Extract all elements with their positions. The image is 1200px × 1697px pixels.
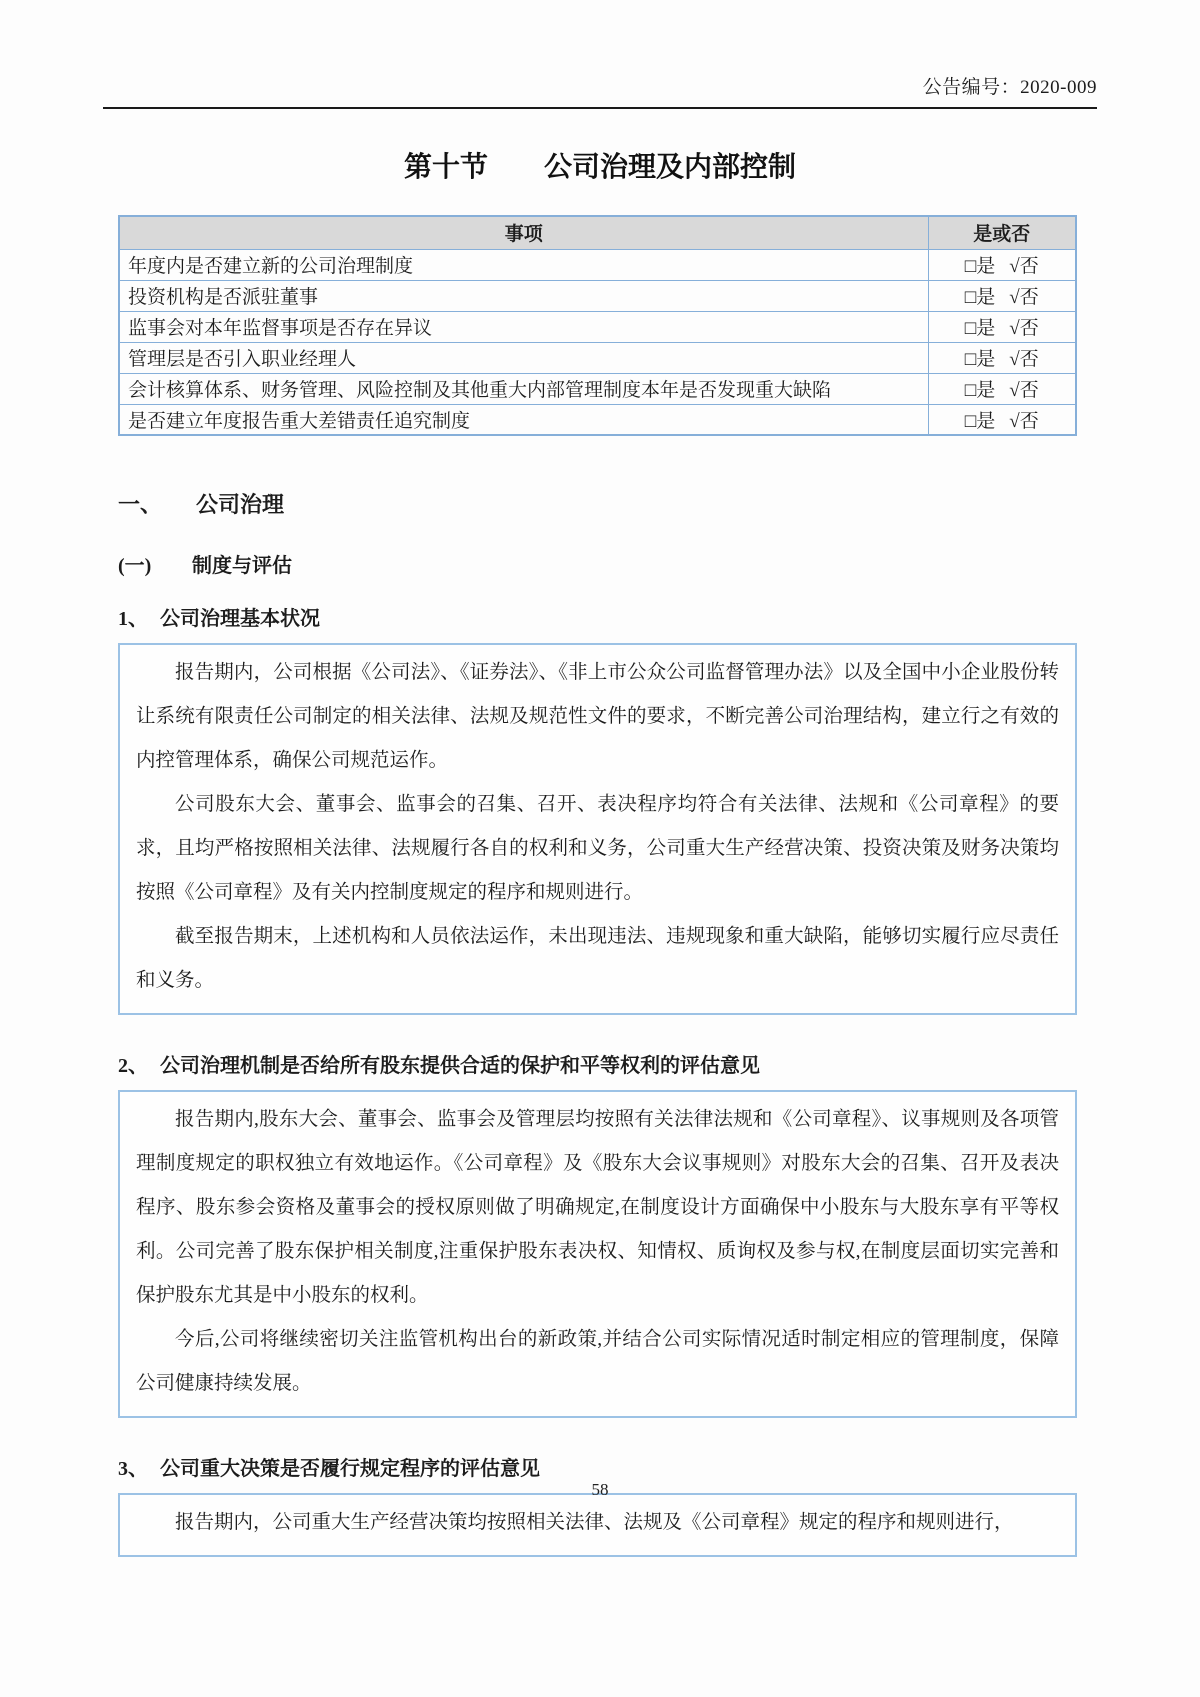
text-box-major-decisions — [118, 1493, 1077, 1557]
row-item-text: 是否建立年度报告重大差错责任追究制度 — [119, 404, 928, 435]
paragraph: 报告期内,股东大会、董事会、监事会及管理层均按照有关法律法规和《公司章程》、议事规则及各项管理制度规定的职权独立有效地运作。《公司章程》及《股东大会议事规则》对股东大会的召集、召开及表决程序、股东参会资格及董事会的授权原则做了明确规定,在制度设计方面确保中小股东与大股东享有平等权利。公司完善了股东保护相关制度,注重保护股东表决权、知情权、质询权及参与权,在制度层面切实完善和保护股东尤其是中小股东的权利。 — [136, 1109, 1059, 1306]
paragraph: 截至报告期末，上述机构和人员依法运作，未出现违法、违规现象和重大缺陷，能够切实履行应尽责任和义务。 — [136, 926, 1059, 991]
row-answer — [928, 280, 1076, 311]
row-item-text: 管理层是否引入职业经理人 — [119, 342, 928, 373]
item-number: 3、 — [118, 1458, 148, 1480]
checkbox-yes-option: □是 — [964, 318, 996, 339]
row-answer — [928, 373, 1076, 404]
checkmark-no-option: √否 — [1009, 349, 1039, 370]
subsection-number: (一) — [118, 555, 152, 577]
checkmark-no-option: √否 — [1009, 287, 1039, 308]
text-box-shareholder-protection — [118, 1090, 1077, 1418]
table-header-row — [119, 216, 1076, 249]
checkmark-no-option: √否 — [1009, 256, 1039, 277]
checkmark-no-option: √否 — [1009, 410, 1039, 432]
subsection-heading-system-evaluation — [118, 549, 1077, 578]
paragraph: 报告期内，公司重大生产经营决策均按照相关法律、法规及《公司章程》规定的程序和规则进行， — [175, 1512, 1014, 1533]
checkbox-yes-option: □是 — [964, 256, 996, 277]
row-item-text: 年度内是否建立新的公司治理制度 — [119, 249, 928, 280]
checkbox-yes-option: □是 — [964, 349, 996, 370]
item-title: 公司治理基本状况 — [160, 608, 320, 630]
checkmark-no-option: √否 — [1009, 380, 1039, 401]
item-title: 公司治理机制是否给所有股东提供合适的保护和平等权利的评估意见 — [160, 1055, 760, 1077]
section-heading-governance — [118, 488, 1077, 519]
item-heading-2 — [118, 1049, 1077, 1078]
row-answer — [928, 311, 1076, 342]
row-answer — [928, 404, 1076, 435]
paragraph: 公司股东大会、董事会、监事会的召集、召开、表决程序均符合有关法律、法规和《公司章程》的要求，且均严格按照相关法律、法规履行各自的权利和义务，公司重大生产经营决策、投资决策及财务决策均按照《公司章程》及有关内控制度规定的程序和规则进行。 — [136, 794, 1059, 903]
table-row — [119, 249, 1076, 280]
item-heading-1 — [118, 602, 1077, 631]
row-item-text: 投资机构是否派驻董事 — [119, 280, 928, 311]
table-row — [119, 311, 1076, 342]
paragraph: 今后,公司将继续密切关注监管机构出台的新政策,并结合公司实际情况适时制定相应的管理制度，保障公司健康持续发展。 — [136, 1329, 1059, 1394]
paragraph: 报告期内，公司根据《公司法》、《证券法》、《非上市公众公司监督管理办法》以及全国中小企业股份转让系统有限责任公司制定的相关法律、法规及规范性文件的要求，不断完善公司治理结构，建立行之有效的内控管理体系，确保公司规范运作。 — [136, 662, 1059, 771]
item-number: 1、 — [118, 608, 148, 630]
content-area — [118, 215, 1077, 1557]
item-title: 公司重大决策是否履行规定程序的评估意见 — [160, 1458, 540, 1480]
section-number: 一、 — [118, 492, 163, 517]
checkmark-no-option: √否 — [1009, 318, 1039, 339]
row-item-text: 会计核算体系、财务管理、风险控制及其他重大内部管理制度本年是否发现重大缺陷 — [119, 373, 928, 404]
table-row — [119, 373, 1076, 404]
item-heading-3 — [118, 1452, 1077, 1481]
page-title-text: 公司治理及内部控制 — [544, 151, 797, 182]
page-number: 58 — [591, 1480, 609, 1499]
checkbox-yes-option: □是 — [964, 380, 996, 401]
page-header — [0, 0, 1200, 109]
table-row — [119, 280, 1076, 311]
table-row — [119, 342, 1076, 373]
text-box-governance-status — [118, 643, 1077, 1015]
checkbox-yes-option: □是 — [964, 287, 996, 308]
governance-checklist-table — [118, 215, 1077, 436]
table-row — [119, 404, 1076, 435]
row-item-text: 监事会对本年监督事项是否存在异议 — [119, 311, 928, 342]
announcement-number: 公告编号：2020-009 — [922, 77, 1097, 98]
section-title: 公司治理 — [196, 492, 285, 517]
subsection-title: 制度与评估 — [192, 555, 292, 577]
item-number: 2、 — [118, 1055, 148, 1077]
row-answer — [928, 342, 1076, 373]
column-header-answer: 是或否 — [928, 216, 1076, 249]
page-title — [0, 145, 1200, 185]
column-header-item: 事项 — [119, 216, 928, 249]
row-answer — [928, 249, 1076, 280]
page-title-section-no: 第十节 — [403, 151, 488, 182]
checkbox-yes-option: □是 — [964, 410, 996, 432]
header-rule — [103, 107, 1097, 109]
